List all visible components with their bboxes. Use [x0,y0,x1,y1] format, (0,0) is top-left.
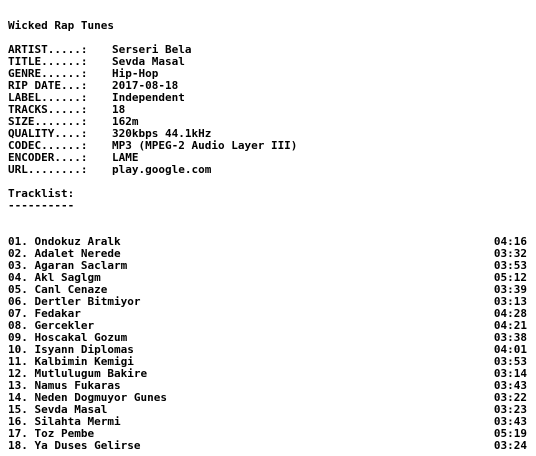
track-number: 14. [8,392,28,404]
track-name: Gercekler [34,320,95,332]
track-duration: 03:53 [493,260,527,272]
info-row [8,128,528,140]
track-number: 12. [8,368,28,380]
track-row [8,368,527,380]
track-name: Dertler Bitmiyor [34,296,141,308]
track-duration: 03:13 [493,296,527,308]
info-value: Sevda Masal [112,56,185,68]
info-key: RIP DATE...: [8,80,88,92]
info-key: LABEL......: [8,92,88,104]
track-name: Silahta Mermi [34,416,121,428]
info-value: play.google.com [112,164,212,176]
spacer [8,212,528,224]
track-number: 11. [8,356,28,368]
track-duration: 03:22 [493,392,527,404]
info-key: QUALITY....: [8,128,88,140]
track-label [8,332,127,344]
track-duration: 04:21 [493,320,527,332]
track-duration: 05:19 [493,428,527,440]
info-value: Hip-Hop [112,68,159,80]
release-title: Wicked Rap Tunes [8,20,114,32]
track-label [8,248,121,260]
info-row [8,80,528,92]
track-label [8,416,121,428]
track-number: 10. [8,344,28,356]
track-label [8,428,94,440]
track-label [8,344,134,356]
info-row [8,164,528,176]
tracklist-rule: ---------- [8,200,75,212]
info-value: MP3 (MPEG-2 Audio Layer III) [112,140,298,152]
track-duration: 03:39 [493,284,527,296]
track-label [8,260,127,272]
track-row [8,248,527,260]
track-name: Akl Saglgm [34,272,101,284]
track-name: Namus Fukaras [34,380,121,392]
track-name: Sevda Masal [34,404,108,416]
track-number: 01. [8,236,28,248]
track-number: 16. [8,416,28,428]
info-key: CODEC......: [8,140,88,152]
track-name: Canl Cenaze [34,284,108,296]
track-label [8,392,167,404]
track-label [8,356,134,368]
track-duration: 03:53 [493,356,527,368]
track-label [8,236,121,248]
track-duration: 03:43 [493,380,527,392]
track-number: 07. [8,308,28,320]
track-row [8,440,527,452]
track-name: Ondokuz Aralk [34,236,121,248]
info-value: Independent [112,92,185,104]
track-duration: 03:32 [493,248,527,260]
info-key: TRACKS.....: [8,104,88,116]
info-key: ENCODER....: [8,152,88,164]
info-key: SIZE.......: [8,116,88,128]
spacer [8,32,528,44]
track-label [8,440,140,452]
track-label [8,380,121,392]
info-value: Serseri Bela [112,44,192,56]
track-name: Agaran Saclarm [34,260,128,272]
track-number: 05. [8,284,28,296]
nfo-document [8,20,528,452]
track-number: 08. [8,320,28,332]
info-value: 320kbps 44.1kHz [112,128,212,140]
track-row [8,344,527,356]
track-name: Ya Duses Gelirse [34,440,141,452]
info-row [8,140,528,152]
info-row [8,152,528,164]
track-duration: 04:28 [493,308,527,320]
info-key: ARTIST.....: [8,44,88,56]
track-row [8,392,527,404]
track-row [8,296,527,308]
track-number: 04. [8,272,28,284]
track-label [8,296,140,308]
track-number: 06. [8,296,28,308]
info-key: TITLE......: [8,56,88,68]
track-duration: 04:01 [493,344,527,356]
spacer [8,176,528,188]
track-number: 13. [8,380,28,392]
track-label [8,320,94,332]
track-row [8,404,527,416]
tracklist [8,236,528,452]
info-key: URL........: [8,164,88,176]
info-row [8,68,528,80]
track-row [8,356,527,368]
track-row [8,308,527,320]
track-name: Fedakar [34,308,81,320]
track-number: 15. [8,404,28,416]
track-label [8,272,101,284]
info-value: 2017-08-18 [112,80,179,92]
track-row [8,236,527,248]
track-row [8,260,527,272]
release-info [8,44,528,176]
track-row [8,428,527,440]
info-row [8,56,528,68]
track-label [8,308,81,320]
track-duration: 03:38 [493,332,527,344]
track-duration: 05:12 [493,272,527,284]
info-key: GENRE......: [8,68,88,80]
track-duration: 04:16 [493,236,527,248]
track-row [8,284,527,296]
info-value: 18 [112,104,126,116]
track-name: Toz Pembe [34,428,95,440]
track-name: Hoscakal Gozum [34,332,128,344]
info-value: LAME [112,152,139,164]
info-row [8,92,528,104]
track-duration: 03:14 [493,368,527,380]
track-row [8,380,527,392]
track-label [8,404,107,416]
track-name: Isyann Diplomas [34,344,134,356]
track-row [8,416,527,428]
info-row [8,116,528,128]
track-number: 09. [8,332,28,344]
info-row [8,44,528,56]
spacer [8,224,528,236]
info-value: 162m [112,116,139,128]
track-duration: 03:23 [493,404,527,416]
info-row [8,104,528,116]
track-name: Adalet Nerede [34,248,121,260]
track-name: Neden Dogmuyor Gunes [34,392,167,404]
tracklist-header: Tracklist: [8,188,75,200]
track-duration: 03:24 [493,440,527,452]
track-name: Mutlulugum Bakire [34,368,148,380]
track-row [8,272,527,284]
track-number: 17. [8,428,28,440]
track-label [8,284,107,296]
track-duration: 03:43 [493,416,527,428]
track-row [8,320,527,332]
track-row [8,332,527,344]
track-name: Kalbimin Kemigi [34,356,134,368]
track-number: 02. [8,248,28,260]
track-number: 18. [8,440,28,452]
track-number: 03. [8,260,28,272]
track-label [8,368,147,380]
